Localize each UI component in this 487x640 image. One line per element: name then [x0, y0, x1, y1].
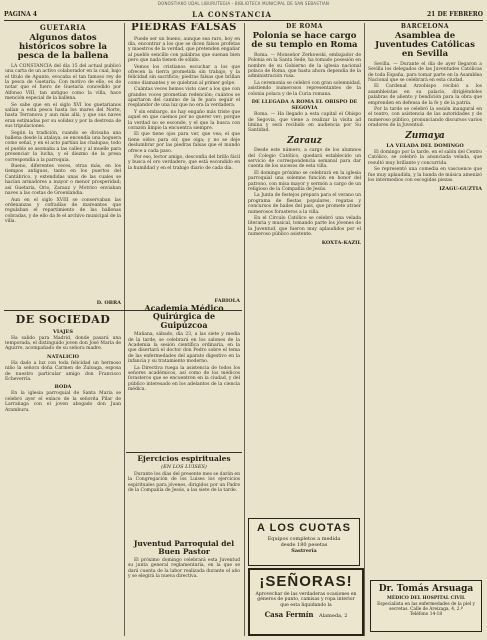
article-paragraph: La Junta de festejos prepara para el verano un programa de fiestas populares, regatas y concursos de bailes del país, que promete atraer numerosos forasteros a la villa.	[248, 193, 361, 215]
juventud-article	[128, 540, 240, 634]
article-paragraph: Roma. — Ha llegado a esta capital el Obispo de Segovia, que viene a realizar la visita ad limina y será recibido en audiencia por Su Santidad.	[248, 112, 361, 134]
juventud-title: Juventud Parroquial del Buen Pastor	[133, 540, 235, 556]
doctor-name: Dr. Tomás Arsuaga	[378, 584, 474, 594]
article-paragraph: El Cardenal Arzobispo recibió a los asambleístas en su palacio, dirigiéndoles palabras de aliento y bendición para la obra que emprenden en defensa de la fe y de la patria.	[368, 84, 482, 106]
article-paragraph: Mañana, sábado, día 23, a las siete y media de la tarde, se celebrará en los salones de la Academia la sesión científica ordinaria, en la que disertará el doctor don Pedro sobre el tema de las enfermedades del aparato digestivo en la infancia y su tratamiento moderno.	[128, 332, 240, 365]
sociedad-subhead: NATALICIO	[46, 353, 80, 360]
newspaper-title: LA CONSTANCIA	[192, 9, 272, 19]
column-asamblea	[368, 23, 482, 543]
article-paragraph: Vemos los cristianos escuchar a los que ofrecen la tierra prometida sin trabajo, y la felicidad sin sacrificio; piedras falsas que brillan como diamantes y se quiebran al primer golpe.	[128, 64, 240, 86]
article-paragraph: Y sin embargo, no hay engaño más triste que aquel en que caemos por no querer ver; porque la verdad no se esconde, y el que la busca con corazón limpio la encuentra siempre.	[128, 109, 240, 131]
column-roma	[248, 23, 361, 443]
article-signature: IZAGU-GUZTIA	[439, 185, 482, 192]
section-divider	[126, 452, 242, 453]
article-paragraph: Según la tradición, cuando se divisaba una ballena desde la atalaya, se encendía una hoguera como señal, y en el acto partían las chalupas; todo el pueblo se asomaba a las calles y al muelle para presenciar la lucha, y el diezmo de la presa correspondía a la parroquia.	[5, 130, 121, 163]
page-number: PAGINA 4	[4, 10, 38, 18]
article-headline: Asamblea de Juventudes Católicas en Sevilla	[375, 31, 475, 59]
sociedad-text: En la iglesia parroquial de Santa María se celebró ayer el enlace de la señorita Pilar de Larrañaga con el joven abogado don Juan Aramburu.	[5, 391, 121, 413]
section-label: GUETARIA	[39, 23, 87, 32]
article-paragraph: El domingo por la tarde, en el salón del Centro Católico, se celebró la anunciada velada, que resultó muy brillante y concurrida.	[368, 150, 482, 166]
column-guetaria	[5, 23, 121, 313]
article-paragraph: Aun en el siglo XVIII se conservaban las ordenanzas y cofradías de mareantes que regulaban el repartimiento de las ballenas cobradas, y de ello da fe el archivo municipal de la villa.	[5, 197, 121, 225]
shop-name: Casa Fermín	[264, 610, 314, 620]
sociedad-title: DE SOCIEDAD	[15, 314, 111, 326]
senoras-text: Aprovechar de las verdaderas ocasiones en géneros de punto, camisas y ropa interior que esta liquidando la	[255, 592, 357, 608]
academia-headline: Academia Médico Quirúrgica de Guipúzcoa	[144, 304, 224, 330]
article-subhead: DE LLEGADA A ROMA EL OBISPO DE SEGOVIA	[251, 99, 358, 112]
cuotas-line: Equipos completos a medida	[267, 536, 341, 542]
cuotas-line: desde 180 pesetas	[280, 542, 328, 548]
article-paragraph: El que tiene ojos para ver, que vea; el que tiene oídos para oír, que oiga; y no se deje deslumbrar por las piedras falsas que el mundo ofrece a cada paso.	[128, 132, 240, 154]
section-label: BARCELONA	[400, 23, 450, 30]
article-paragraph: En el Círculo Católico se celebró una velada literaria y musical, tomando parte los jóvenes de la Juventud, que fueron muy aplaudidos por el numeroso público asistente.	[248, 216, 361, 238]
ejercicios-title: Ejercicios espirituales	[137, 455, 231, 463]
shop-address: Alameda, 2	[318, 613, 348, 620]
column-rule-1	[124, 23, 125, 636]
ejercicios-subtitle: (EN LOS LUISES)	[161, 463, 207, 470]
doctor-advertisement	[370, 580, 482, 632]
column-rule-3	[364, 23, 365, 636]
article-paragraph: La Directiva ruega la asistencia de todos los señores académicos, así como de los médicos forasteros que se encuentren en la ciudad, y del público interesado en los adelantos de la ciencia médica.	[128, 365, 240, 393]
article-signature: D. OBRA	[96, 300, 121, 306]
sociedad-subhead: BODA	[54, 384, 72, 391]
zumaya-headline: Zumaya	[405, 130, 445, 141]
article-paragraph: Cuántas veces hemos visto caer a los que con grandes voces prometían redención; cuántos se apartaron del camino de la fe para seguir el resplandor de una luz que no era la verdadera.	[128, 87, 240, 109]
article-signature: KOXTA-KAZIL	[321, 239, 361, 246]
ejercicios-article	[128, 455, 240, 535]
cuotas-line: Sastrería	[291, 548, 317, 554]
article-body	[128, 37, 240, 172]
zarauz-headline: Zarauz	[287, 135, 322, 146]
sociedad-text: Ha salido para Madrid, donde pasará una temporada, el distinguido joven don José María de Aguirre, acompañado de su señora madre.	[5, 335, 121, 352]
article-paragraph: Se representó una comedia en vascuence que fue muy aplaudida, y la banda de música amenizó los intermedios con escogidas piezas.	[368, 167, 482, 184]
issue-date: 21 DE FEBRERO	[427, 10, 483, 18]
sociedad-subhead: VIAJES	[53, 328, 73, 335]
article-paragraph: Se sabe que en el siglo XVI los guetarianos salían a esta pesca hasta los mares del Norte, hasta Terranova y aun más allá, y que sus naves eran estimadas por su solidez y por la destreza de sus tripulaciones.	[5, 102, 121, 130]
ejercicios-text: Durante los días del presente mes se darán en la Congregación de los Luises los ejercicios espirituales para jóvenes, dirigidos por un Padre de la Compañía de Jesús, a las siete de la tarde.	[128, 471, 240, 494]
article-headline: PIEDRAS FALSAS	[131, 23, 237, 33]
doctor-line: Teléfono 14-18	[409, 612, 443, 617]
article-paragraph: Bueno, diferentes veces, otras más, en los tiempos antiguos, tanto en los puertos del Cantábrico, y extendidas unas de las cuales se hacían armadores a mayor o menor prosperidad; así Guetaria, Orio, Zarauz y Motrico enviaban naves a las costas de Groenlandia.	[5, 164, 121, 197]
column-rule-2	[244, 23, 245, 636]
juventud-text: El próximo domingo celebrará esta Juventud su junta general reglamentaria, en la que se dará cuenta de la labor realizada durante el año y se elegirá la nueva directiva.	[128, 557, 240, 579]
article-headline: Algunos datos históricos sobre la pesca de la ballena	[17, 33, 109, 61]
cuotas-title: A LOS CUOTAS	[257, 522, 351, 534]
article-paragraph: Roma. — Monseñor Zerkowski, embajador de Polonia en la Santa Sede, ha tomado posesión en nombre de su Gobierno de la iglesia nacional polaca de Roma, que hasta ahora dependía de la administración rusa.	[248, 52, 361, 80]
column-piedras-falsas	[128, 23, 240, 308]
masthead	[4, 8, 483, 21]
cuotas-advertisement	[248, 518, 360, 566]
article-paragraph: El domingo próximo se celebrará en la iglesia parroquial una solemne función en honor del patrono, con misa mayor y sermón a cargo de un religioso de la Compañía de Jesús.	[248, 170, 361, 192]
article-paragraph: Desde este número, a cargo de los alumnos del Colegio Católico, quedará establecido un servicio de correspondencia semanal para dar cuenta de los sucesos de esta villa.	[248, 148, 361, 170]
library-watermark-line: DONOSTIAKO UDAL LIBURUTEGIA - BIBLIOTECA MUNICIPAL DE SAN SEBASTIAN	[157, 1, 330, 6]
article-headline: Polonia se hace cargo de su templo en Roma	[251, 31, 358, 50]
article-paragraph: Puede ser un bueno, aunque sea raro, hoy en día, encontrar a los que se dicen falsos profetas y maestros de la verdad, que pretenden engañar al pueblo sencillo con palabras que suenan bien pero que nada tienen de sólido.	[128, 36, 240, 64]
article-paragraph: La ceremonia se celebró con gran solemnidad, asistiendo numerosos representantes de la colonia polaca y de la Curia romana.	[248, 80, 361, 97]
section-label: DE ROMA	[286, 23, 323, 30]
article-paragraph: LA CONSTANCIA del día 15 del actual publicó una carta de un activo colaborador en la cual, bajo el título de Apunte, evocaba el tan famoso rey de la pesca de Guetaria. Con motivo de ello, es de notar que el fuero de Guetaria concedido por Alfonso VIII, tan antiguo como la villa, hace mención especial de la ballena.	[5, 63, 121, 102]
article-paragraph: Sevilla. — Durante el día de ayer llegaron a Sevilla los delegados de las Juventudes Católicas de toda España, para tomar parte en la Asamblea Nacional que se celebrará en esta ciudad.	[368, 61, 482, 83]
senoras-title: ¡SEÑORAS!	[259, 573, 353, 590]
article-paragraph: Por la tarde se celebró la sesión inaugural en el teatro, con asistencia de las autoridades y de numeroso público, pronunciando discursos varios oradores de la Juventud.	[368, 107, 482, 129]
article-body	[5, 64, 121, 225]
article-subhead: LA VELADA DEL DOMINGO	[386, 143, 464, 150]
article-signature: FABIOLA	[214, 298, 240, 304]
senoras-advertisement	[248, 568, 364, 636]
article-paragraph: Por eso, lector amigo, desconfía del brillo fácil y busca el oro verdadero, que está escondido en la humildad y en el trabajo diario de cada día.	[128, 155, 240, 171]
doctor-line: MÉDICO DEL HOSPITAL CIVIL	[386, 596, 466, 601]
column-sociedad	[5, 314, 121, 632]
academia-article	[128, 304, 240, 449]
doctor-line: Especialista en las enfermedades de la piel y secretas. Calle de Areizaga, 4, 2.º	[377, 602, 475, 612]
sociedad-text: Ha dado a luz con toda felicidad un hermoso niño la señora doña Carmen de Zuloaga, esposa de nuestro particular amigo don Francisco Echeverría.	[5, 360, 121, 382]
